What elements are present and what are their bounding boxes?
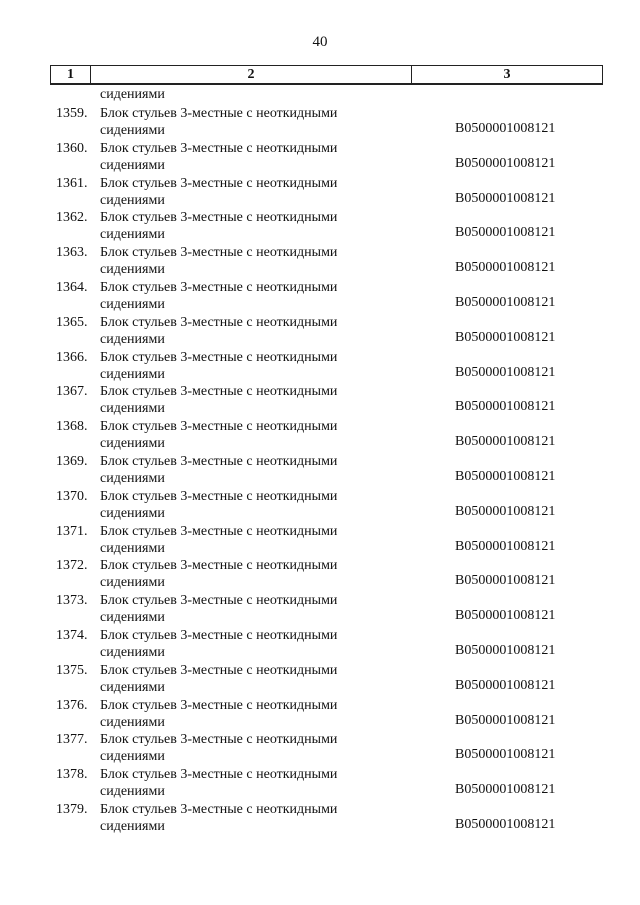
row-code: B0500001008121	[455, 608, 556, 624]
table-row	[0, 383, 640, 418]
row-name-line1: Блок стульев 3-местные с неоткидными	[100, 419, 338, 435]
row-name-line2: сидениями	[100, 227, 165, 243]
row-name-line1: Блок стульев 3-местные с неоткидными	[100, 767, 338, 783]
row-number: 1377.	[56, 732, 88, 748]
row-code: B0500001008121	[455, 747, 556, 763]
row-number: 1368.	[56, 419, 88, 435]
row-name-line1: Блок стульев 3-местные с неоткидными	[100, 384, 338, 400]
table-row	[0, 349, 640, 384]
row-name-line2: сидениями	[100, 540, 165, 556]
row-name-line2: сидениями	[100, 157, 165, 173]
row-name-line1: Блок стульев 3-местные с неоткидными	[100, 802, 338, 817]
row-number: 1373.	[56, 593, 88, 609]
row-code: B0500001008121	[455, 121, 556, 136]
row-name-line2: сидениями	[100, 471, 165, 486]
table-row	[0, 697, 640, 732]
row-name-line2: сидениями	[100, 645, 165, 660]
page-number: 40	[312, 34, 328, 50]
row-number: 1366.	[56, 349, 88, 365]
row-number: 1371.	[56, 523, 88, 539]
row-name-line1: Блок стульев 3-местные с неоткидными	[100, 662, 338, 678]
table-row	[0, 488, 640, 523]
table-row	[0, 766, 640, 801]
row-code: B0500001008121	[455, 329, 556, 345]
row-number: 1375.	[56, 662, 88, 678]
row-name-line2: сидениями	[100, 749, 165, 765]
row-number: 1369.	[56, 454, 88, 469]
row-number: 1374.	[56, 628, 88, 643]
row-name-line1: Блок стульев 3-местные с неоткидными	[100, 106, 338, 121]
row-code: B0500001008121	[455, 260, 556, 276]
row-name-line2: сидениями	[100, 610, 165, 626]
column-header-3: 3	[503, 66, 511, 82]
row-name-line1: Блок стульев 3-местные с неоткидными	[100, 558, 338, 574]
row-name-line1: Блок стульев 3-местные с неоткидными	[100, 140, 338, 156]
row-name-line2: сидениями	[100, 679, 165, 695]
row-name-line1: Блок стульев 3-местные с неоткидными	[100, 314, 338, 330]
row-name-line1: Блок стульев 3-местные с неоткидными	[100, 245, 338, 261]
row-code: B0500001008121	[455, 503, 556, 519]
table-header	[50, 65, 603, 85]
table-row	[0, 279, 640, 314]
row-code: B0500001008121	[455, 643, 556, 658]
row-name-line1: Блок стульев 3-местные с неоткидными	[100, 175, 338, 191]
table-row	[0, 209, 640, 244]
row-name-line1: Блок стульев 3-местные с неоткидными	[100, 280, 338, 295]
table-row	[0, 105, 640, 140]
row-code: B0500001008121	[455, 573, 556, 589]
row-name-line2: сидениями	[100, 297, 165, 312]
row-code: B0500001008121	[455, 190, 556, 206]
row-number: 1379.	[56, 802, 88, 817]
table-row	[0, 418, 640, 453]
row-code: B0500001008121	[455, 155, 556, 171]
row-name-line1: Блок стульев 3-местные с неоткидными	[100, 210, 338, 226]
row-name-line2: сидениями	[100, 366, 165, 382]
row-number: 1372.	[56, 558, 88, 574]
row-name-line2: сидениями	[100, 505, 165, 521]
row-name-line2: сидениями	[100, 436, 165, 452]
column-header-2: 2	[91, 66, 412, 83]
row-number: 1363.	[56, 245, 88, 261]
row-name-line1: Блок стульев 3-местные с неоткидными	[100, 349, 338, 365]
row-number: 1361.	[56, 175, 88, 191]
row-number: 1376.	[56, 697, 88, 713]
row-number: 1362.	[56, 210, 88, 226]
table-row	[0, 592, 640, 627]
table-row	[0, 244, 640, 279]
row-number: 1370.	[56, 488, 88, 504]
row-name-line1: Блок стульев 3-местные с неоткидными	[100, 628, 338, 643]
row-code: B0500001008121	[455, 434, 556, 450]
row-code: B0500001008121	[455, 817, 556, 832]
row-name-line1: Блок стульев 3-местные с неоткидными	[100, 454, 338, 469]
table-row	[0, 140, 640, 175]
continuation-text: сидениями	[100, 87, 165, 102]
row-code: B0500001008121	[455, 538, 556, 554]
row-number: 1359.	[56, 106, 88, 121]
row-name-line2: сидениями	[100, 575, 165, 591]
table-row	[0, 557, 640, 592]
row-code: B0500001008121	[455, 295, 556, 310]
row-name-line1: Блок стульев 3-местные с неоткидными	[100, 593, 338, 609]
row-name-line1: Блок стульев 3-местные с неоткидными	[100, 488, 338, 504]
row-code: B0500001008121	[455, 677, 556, 693]
row-name-line1: Блок стульев 3-местные с неоткидными	[100, 732, 338, 748]
table-row	[0, 731, 640, 766]
table-row	[0, 662, 640, 697]
row-code: B0500001008121	[455, 364, 556, 380]
row-name-line2: сидениями	[100, 331, 165, 347]
row-code: B0500001008121	[455, 469, 556, 484]
table-row	[0, 523, 640, 558]
row-code: B0500001008121	[455, 782, 556, 798]
row-name-line2: сидениями	[100, 714, 165, 730]
row-code: B0500001008121	[455, 225, 556, 241]
row-number: 1378.	[56, 767, 88, 783]
table-row	[0, 627, 640, 662]
row-number: 1364.	[56, 280, 88, 295]
table-row	[0, 175, 640, 210]
row-code: B0500001008121	[455, 399, 556, 415]
row-code: B0500001008121	[455, 712, 556, 728]
row-number: 1365.	[56, 314, 88, 330]
row-name-line2: сидениями	[100, 123, 165, 138]
table-row	[0, 453, 640, 488]
row-name-line1: Блок стульев 3-местные с неоткидными	[100, 523, 338, 539]
row-name-line2: сидениями	[100, 401, 165, 417]
row-number: 1367.	[56, 384, 88, 400]
row-name-line2: сидениями	[100, 819, 165, 834]
row-number: 1360.	[56, 140, 88, 156]
table-row	[0, 801, 640, 836]
table-row	[0, 314, 640, 349]
column-header-1: 1	[51, 66, 91, 83]
row-name-line2: сидениями	[100, 784, 165, 800]
row-name-line1: Блок стульев 3-местные с неоткидными	[100, 697, 338, 713]
row-name-line2: сидениями	[100, 192, 165, 208]
row-name-line2: сидениями	[100, 262, 165, 278]
